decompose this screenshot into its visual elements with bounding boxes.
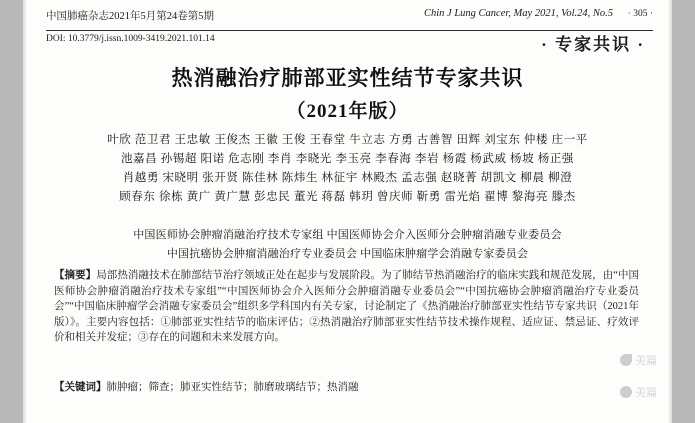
keywords-text: 肺肿瘤；筛查；肺亚实性结节；肺磨玻璃结节；热消融: [106, 382, 359, 393]
page-number: · 305 ·: [627, 9, 653, 19]
running-head-cn: 中国肺癌杂志2021年5月第24卷第5期: [46, 11, 214, 22]
watermark-text: 美篇: [635, 355, 657, 367]
watermark-top: [620, 352, 657, 368]
running-head-en: Chin J Lung Cancer, May 2021, Vol.24, No.5: [424, 8, 613, 19]
section-stamp: · 专家共识 ·: [541, 35, 645, 54]
organization-list: [64, 226, 631, 264]
document-page: [24, 0, 671, 423]
organization-line: 中国医师协会肿瘤消融治疗技术专家组 中国医师协会介入医师分会肿瘤消融专业委员会: [133, 229, 562, 241]
author-line: 叶欣 范卫君 王忠敏 王俊杰 王徽 王俊 王春堂 牛立志 方勇 古善智 田辉 刘宝东 仲楼 庄一平: [107, 134, 588, 146]
page-title: 热消融治疗肺部亚实性结节专家共识: [171, 66, 524, 90]
leaf-icon: [620, 354, 632, 366]
author-list: [80, 131, 615, 207]
abstract-label: 【摘要】: [54, 270, 97, 281]
author-line: 池嘉昌 孙锡超 阳诺 危志刚 李肖 李晓光 李玉亮 李春海 李岩 杨霞 杨武威 杨坡 杨正强: [120, 153, 575, 165]
keywords-block: [54, 380, 639, 395]
running-head: [46, 8, 653, 31]
watermark-bottom: [620, 384, 657, 400]
abstract-text: 局部热消融技术在肺部结节治疗领域正处在起步与发展阶段。为了肺结节热消融治疗的临床实践和规范发展，由“中国医师协会肿瘤消融治疗技术专家组”“中国医师协会介入医师分会肿瘤消融专业委员会”“中国抗癌协会肿瘤消融治疗专业委员会”“中国临床肿瘤学会消融专家委员会”组织多学科国内有关专家，讨论制定了《热消融治疗肺部亚实性结节专家共识（2021年版）》。主要内容包括：①肺部亚实性结节的临床评估；②热消融治疗肺部亚实性结节技术操作规程、适应证、禁忌证、疗效评价和相关并发症；③存在的问题和未来发展方向。: [54, 270, 639, 343]
organization-line: 中国抗癌协会肿瘤消融治疗专业委员会 中国临床肿瘤学会消融专家委员会: [166, 248, 529, 260]
abstract-block: [54, 268, 639, 346]
author-line: 顾春东 徐栋 黄广 黄广慧 彭忠民 董光 蒋磊 韩玥 曾庆师 靳勇 雷光焰 翟博 黎海亮 滕杰: [119, 191, 576, 203]
author-line: 肖越勇 宋晓明 张开贤 陈佳林 陈炜生 林征宇 林殿杰 孟志强 赵晓菁 胡凯文 柳晨 柳澄: [122, 172, 573, 184]
circle-icon: [620, 386, 632, 398]
keywords-label: 【关键词】: [54, 382, 107, 393]
doi-line: DOI: 10.3779/j.issn.1009-3419.2021.101.14: [46, 34, 215, 44]
page-subtitle: （2021年版）: [286, 101, 409, 122]
watermark-text: 美篇: [635, 387, 657, 399]
